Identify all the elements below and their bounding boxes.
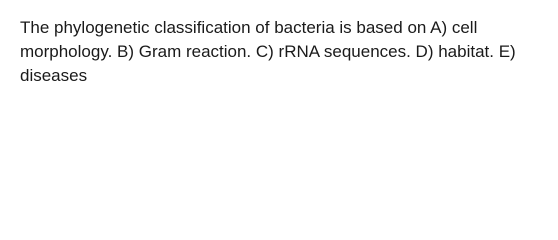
question-text: The phylogenetic classification of bacteria is based on A) cell morphology. B) Gram reaction. C) rRNA sequences. D) habitat. E) diseases [20,18,516,85]
